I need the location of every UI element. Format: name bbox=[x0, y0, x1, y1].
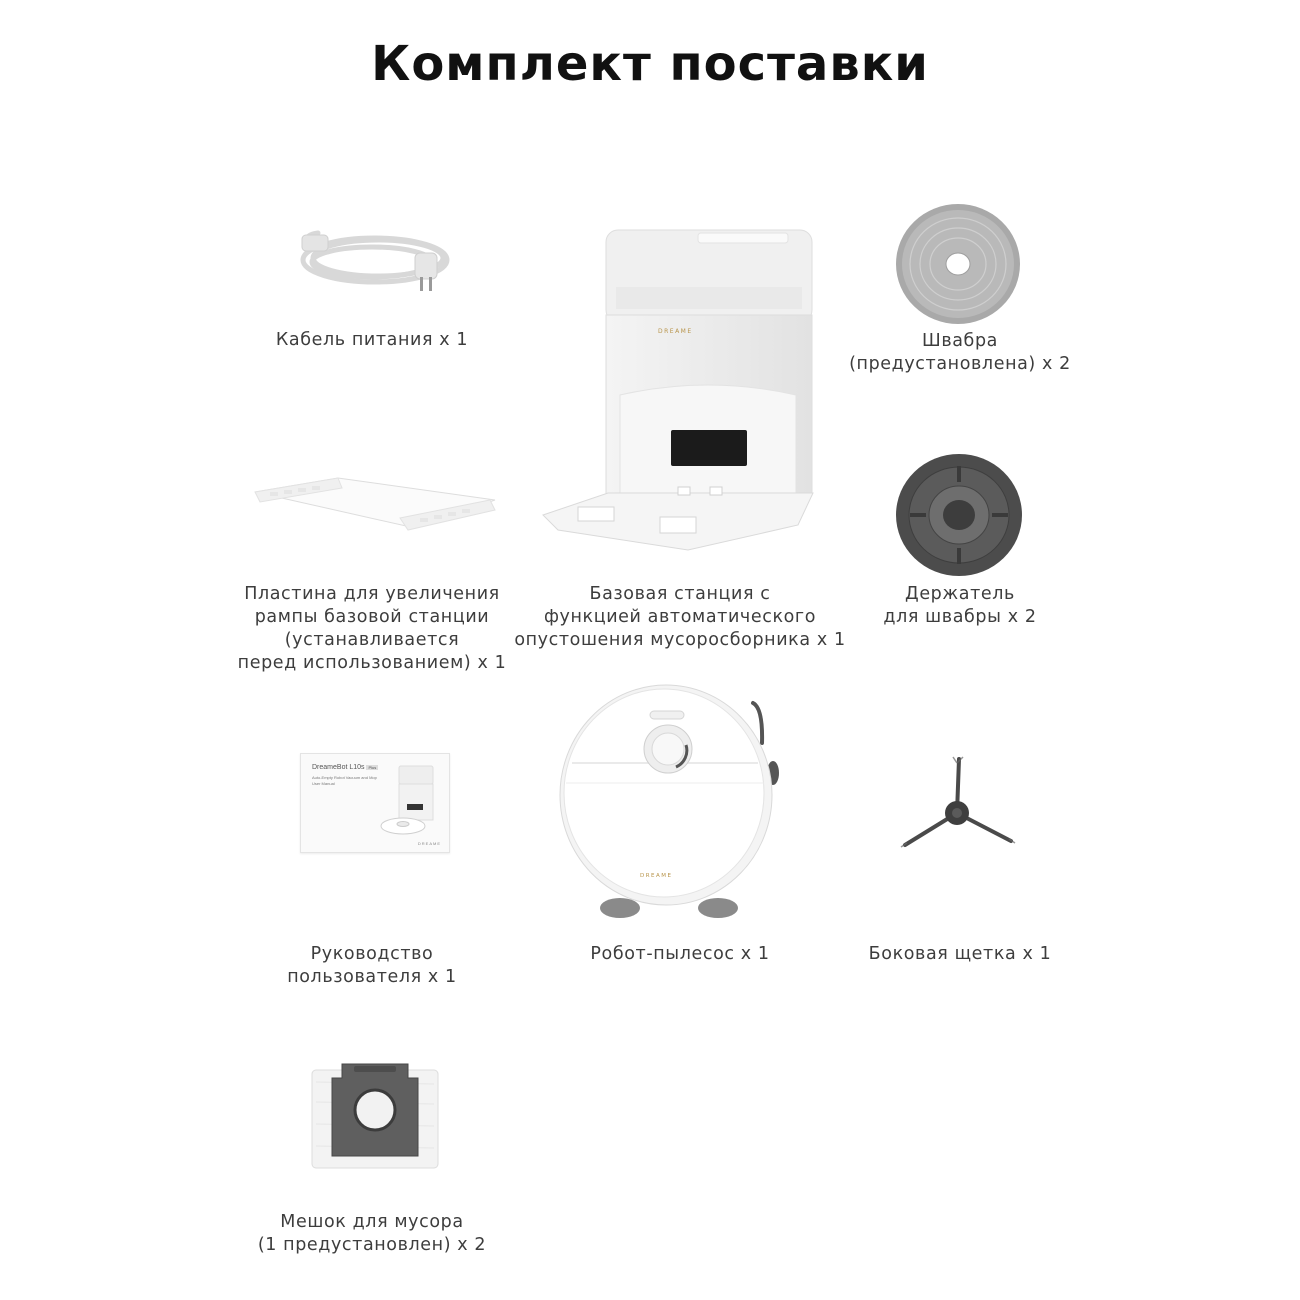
ramp-plate-image bbox=[250, 470, 500, 540]
mop-holder-image bbox=[893, 452, 1025, 578]
manual-subtitle-1: Auto-Empty Robot Vacuum and Mop bbox=[312, 775, 377, 780]
side-brush-image bbox=[897, 755, 1017, 855]
manual-brand-line: DreameBot L10s Plus bbox=[312, 764, 377, 771]
user-manual-image bbox=[300, 753, 450, 853]
side-brush-caption: Боковая щетка х 1 bbox=[868, 944, 1052, 964]
base-station-image bbox=[538, 225, 828, 555]
manual-cover-illustration bbox=[373, 764, 443, 838]
dust-bag-image bbox=[310, 1062, 440, 1170]
manual-caption: Руководство пользователя х 1 bbox=[287, 944, 457, 987]
manual-logo: DREAME bbox=[417, 841, 441, 846]
mop-pad-image bbox=[893, 202, 1023, 326]
robot-caption: Робот-пылесос х 1 bbox=[590, 944, 770, 964]
power-cable-image bbox=[290, 215, 480, 305]
svg-text:DREAME: DREAME bbox=[658, 328, 693, 335]
robot-vacuum-image bbox=[558, 683, 788, 923]
svg-text:DREAME: DREAME bbox=[640, 873, 673, 879]
base-station-caption: Базовая станция с функцией автоматического опустошения мусоросборника х 1 bbox=[514, 584, 846, 650]
manual-subtitle-2: User Manual bbox=[312, 781, 335, 786]
mop-holder-caption: Держатель для швабры х 2 bbox=[883, 584, 1037, 627]
page-title: Комплект поставки bbox=[371, 36, 929, 92]
mop-caption: Швабра (предустановлена) х 2 bbox=[849, 331, 1071, 374]
dust-bag-caption: Мешок для мусора (1 предустановлен) х 2 bbox=[257, 1212, 487, 1255]
ramp-plate-caption: Пластина для увеличения рампы базовой станции (устанавливается перед использованием) х 1 bbox=[237, 584, 507, 673]
power-cable-caption: Кабель питания х 1 bbox=[275, 330, 469, 350]
